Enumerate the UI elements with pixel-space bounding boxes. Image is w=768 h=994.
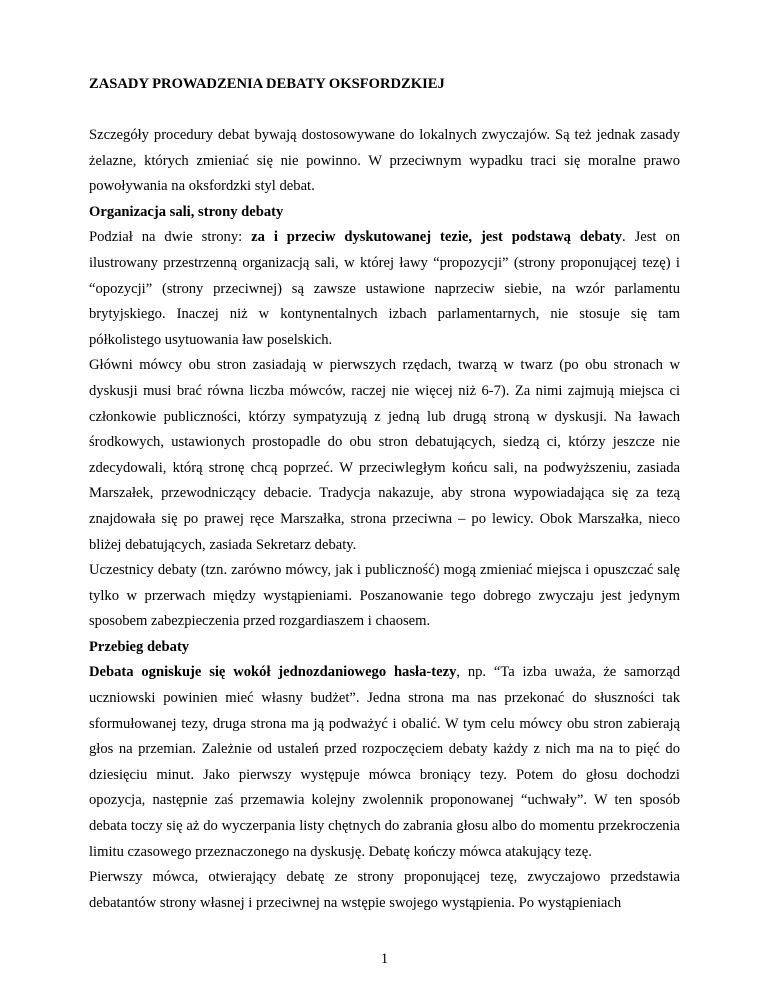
emphasis-text: za i przeciw dyskutowanej tezie, jest podstawą debaty [251, 229, 623, 246]
emphasis-text: Debata ogniskuje się wokół jednozdaniowego hasła-tezy [89, 664, 457, 681]
paragraph-procedure-2: Pierwszy mówca, otwierający debatę ze strony proponującej tezę, zwyczajowo przedstawia debatantów strony własnej i przeciwnej na wstępie swojego wystąpienia. Po wystąpieniach [89, 869, 680, 911]
section-heading-organization: Organizacja sali, strony debaty [89, 203, 284, 220]
paragraph-organization-3: Uczestnicy debaty (tzn. zarówno mówcy, jak i publiczność) mogą zmieniać miejsca i opuszczać salę tylko w przerwach między wystąpieniami. Poszanowanie tego dobrego zwyczaju jest jedynym sposobem zabezpieczenia przed rozgardiaszem i chaosem. [89, 562, 680, 630]
intro-paragraph: Szczegóły procedury debat bywają dostosowywane do lokalnych zwyczajów. Są też jednak zasady żelazne, których zmieniać się nie powinno. W przeciwnym wypadku traci się moralne prawo powoływania na oksfordzki styl debat. [89, 127, 680, 195]
paragraph-organization-2: Główni mówcy obu stron zasiadają w pierwszych rzędach, twarzą w twarz (po obu stronach w dyskusji musi brać równa liczba mówców, raczej nie więcej niż 6-7). Za nimi zajmują miejsca ci członkowie publiczności, którzy sympatyzują z jedną lub drugą stroną w dyskusji. Na ławach środkowych, ustawionych prostopadle do obu stron debatujących, siedzą ci, którzy jeszcze nie zdecydowali, którą stronę chcą poprzeć. W przeciwległym końcu sali, na podwyższeniu, zasiada Marszałek, przewodniczący debacie. Tradycja nakazuje, aby strona wypowiadająca się za tezą znajdowała się po prawej ręce Marszałka, strona przeciwna – po lewicy. Obok Marszałka, nieco bliżej debatujących, zasiada Sekretarz debaty. [89, 357, 680, 553]
document-title: ZASADY PROWADZENIA DEBATY OKSFORDZKIEJ [89, 76, 445, 92]
paragraph-rest: , np. “Ta izba uważa, że samorząd uczniowski powinien mieć własny budżet”. Jedna strona ma nas przekonać do słuszności tak sformułowanej tezy, druga strona ma ją podważyć i obalić. W tym celu mówcy obu stron zabierają głos na przemian. Zależnie od ustaleń przed rozpoczęciem debaty każdy z nich ma na to pięć do dziesięciu minut. Jako pierwszy występuje mówca broniący tezy. Potem do głosu dochodzi opozycja, następnie zaś przemawia kolejny zwolennik proponowanej “uchwały”. W ten sposób debata toczy się aż do wyczerpania listy chętnych do zabrania głosu albo do momentu przekroczenia limitu czasowego przeznaczonego na dyskusję. Debatę kończy mówca atakujący tezę. [89, 664, 681, 860]
section-heading-procedure: Przebieg debaty [89, 638, 190, 655]
paragraph-rest: . Jest on ilustrowany przestrzenną organizacją sali, w której ławy “propozycji” (strony proponującej tezę) i “opozycji” (strony przeciwnej) są zawsze ustawione naprzeciw siebie, na wzór parlamentu brytyjskiego. Inaczej niż w kontynentalnych izbach parlamentarnych, nie stosuje się tam półkolistego usytuowania ław poselskich. [89, 229, 680, 348]
page-number: 1 [380, 951, 389, 967]
paragraph-organization-1 [89, 225, 680, 353]
paragraph-procedure-1 [89, 660, 680, 865]
paragraph-lead: Podział na dwie strony: [89, 229, 252, 246]
document-body [89, 123, 680, 916]
